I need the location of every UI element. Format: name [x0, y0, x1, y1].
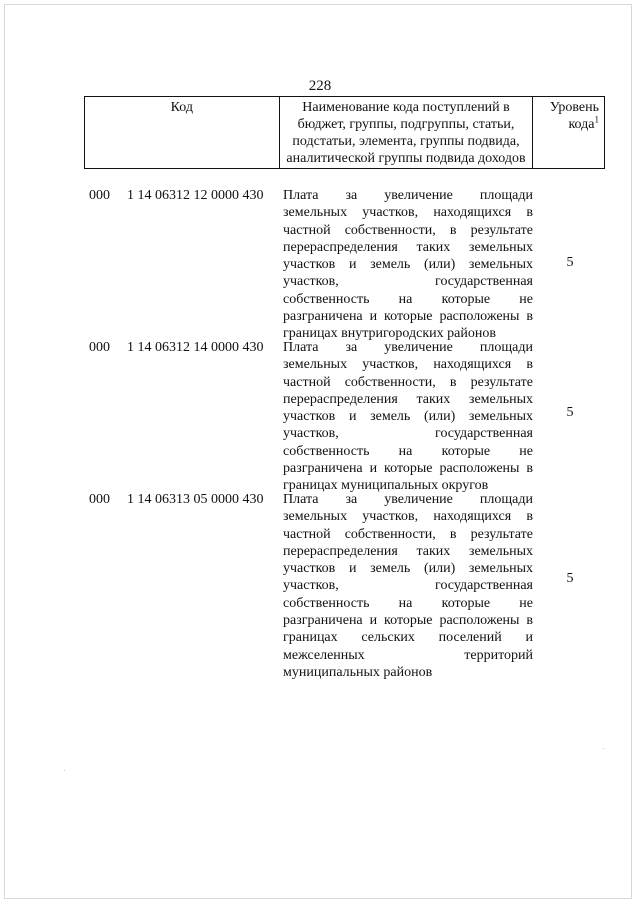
- footnote-marker: 1: [594, 114, 599, 125]
- entry-code: 1 14 06313 05 0000 430: [127, 492, 264, 507]
- header-row: [85, 97, 605, 169]
- entry-level: 5: [566, 571, 574, 586]
- header-name-line: подстатьи, элемента, группы подвида,: [292, 134, 520, 149]
- entry-prefix: 000: [89, 188, 110, 203]
- scan-speck: [603, 748, 604, 749]
- header-level-cell: [533, 97, 605, 169]
- page-number: 228: [308, 78, 332, 94]
- header-table: [84, 96, 605, 169]
- entry-description: Плата за увеличение площади земельных участков, находящихся в частной собственности, в результате перераспределения таких земельных участков и земель (или) земельных участков, государственная собственность на которые не разграничена и которые расположены в границах сельских поселений и межселенных территорий муниципальных районов: [283, 492, 533, 680]
- entry-level: 5: [566, 405, 574, 420]
- header-code-cell: [85, 97, 280, 169]
- header-level-line: Уровень: [549, 100, 599, 115]
- header-name-cell: [279, 97, 533, 169]
- header-code-label: Код: [170, 100, 193, 115]
- entry-level: 5: [566, 255, 574, 270]
- entry-prefix: 000: [89, 492, 110, 507]
- header-name-line: бюджет, группы, подгруппы, статьи,: [297, 117, 515, 132]
- header-name-line: Наименование кода поступлений в: [302, 100, 510, 115]
- scan-speck: [64, 770, 65, 771]
- entry-prefix: 000: [89, 340, 110, 355]
- entry-code: 1 14 06312 12 0000 430: [127, 188, 264, 203]
- entry-description: Плата за увеличение площади земельных участков, находящихся в частной собственности, в результате перераспределения таких земельных участков и земель (или) земельных участков, государственная собственность на которые не разграничена и которые расположены в границах муниципальных округов: [283, 340, 533, 494]
- header-level-line: кода$^1$: [568, 114, 599, 132]
- header-name-line: аналитической группы подвида доходов: [286, 151, 526, 166]
- entry-description: Плата за увеличение площади земельных участков, находящихся в частной собственности, в результате перераспределения таких земельных участков и земель (или) земельных участков, государственная собственность на которые не разграничена и которые расположены в границах внутригородских районов: [283, 188, 533, 342]
- entry-code: 1 14 06312 14 0000 430: [127, 340, 264, 355]
